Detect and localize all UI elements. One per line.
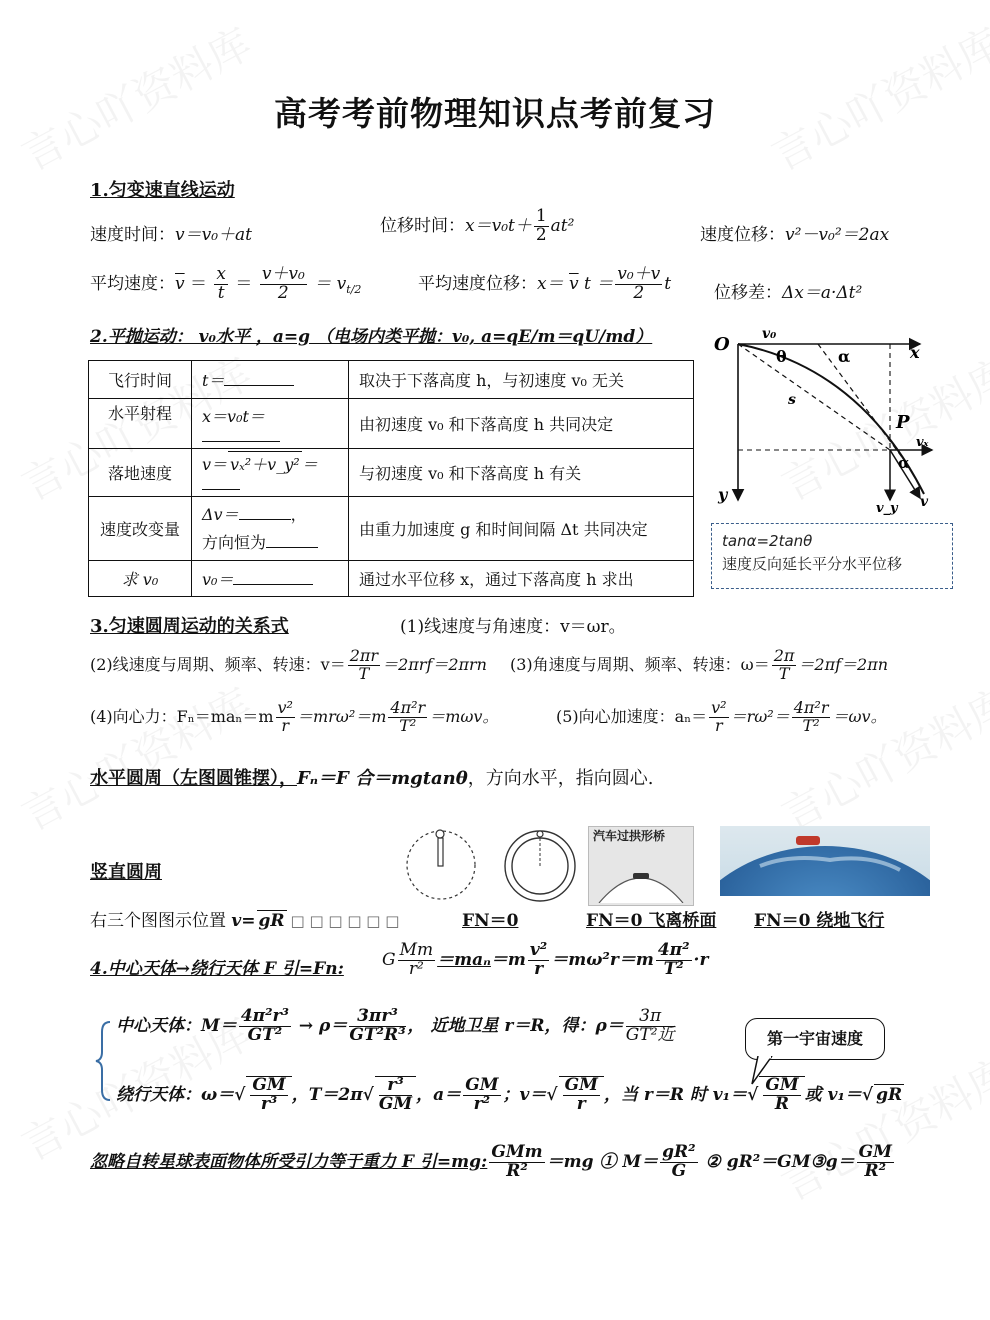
denominator: 2 [277, 282, 289, 303]
label-x: x [910, 343, 920, 362]
numerator: 4π²r [390, 698, 426, 717]
denominator: GT²近 [625, 1024, 675, 1045]
fn-zero-1: FN＝0 [462, 911, 519, 931]
circular-formula-1: (1)线速度与角速度：v＝ωr。 [400, 617, 626, 637]
subscript: t/2 [346, 283, 362, 297]
bridge-image [588, 826, 694, 906]
answer-blank [239, 519, 291, 520]
watermark [770, 1042, 990, 1213]
section-3-heading: 3.匀速圆周运动的关系式 [90, 616, 289, 637]
projectile-diagram [710, 328, 950, 524]
formula: 或 v₁＝ [804, 1084, 862, 1105]
denominator: GT²R³ [349, 1024, 406, 1045]
table-cell: 水平射程 [89, 399, 192, 449]
average-velocity-formula [90, 266, 361, 303]
table-row [89, 399, 694, 449]
formula: ＝mωv。 [429, 706, 499, 726]
central-body-line [116, 1008, 677, 1045]
table-row [89, 449, 694, 497]
table-cell: 飞行时间 [89, 361, 192, 399]
formula: (5)向心加速度：aₙ＝ [556, 706, 708, 726]
vertical-circle-heading: 竖直圆周 [90, 862, 162, 883]
numerator: x [216, 264, 227, 284]
formula: G [382, 949, 396, 970]
note-line: 速度反向延长平分水平位移 [722, 554, 903, 573]
page-title: 高考考前物理知识点考前复习 [274, 94, 716, 133]
projectile-note [711, 523, 953, 589]
bridge-label: 汽车过拱形桥 [593, 829, 666, 843]
circular-formula-5 [556, 700, 887, 735]
gravity-formula [382, 942, 708, 979]
section-4-heading: 4.中心天体→绕行天体 F 引=Fn: [90, 959, 344, 979]
label-O: O [714, 334, 730, 355]
label-s: s [788, 392, 796, 408]
numerator: 4π²r [793, 698, 829, 717]
sqrt-expression: gR [876, 1084, 903, 1105]
formula: ＝ωv。 [832, 706, 887, 726]
formula: → ρ＝ [292, 1015, 348, 1036]
fn-zero-3: FN＝0 绕地飞行 [754, 911, 885, 931]
label-v0: v₀ [762, 328, 777, 342]
denominator: T² [399, 715, 417, 735]
label-y: y [718, 485, 728, 504]
label-vx: vₓ [916, 435, 929, 450]
denominator: r² [408, 958, 424, 979]
v-bar: $\overline{v}$ [569, 273, 579, 294]
answer-blank [224, 385, 294, 386]
formula: ＝2πrf＝2πrn [382, 654, 487, 674]
numerator: v₀＋v [617, 264, 661, 284]
orbiting-body-line: 绕行天体：ω＝√ $\frac{GM}{\text{r³}}$ ，T＝2π√ $\frac{\text{r³}}{GM}$ ，a＝ $\frac{GM}{\text{r²}}$ ；v＝√ $\frac{GM}{r}$ ，当 r＝R 时 v₁＝√ $\frac{GM}{R}$ 或 v₁＝√ gR [116, 1075, 903, 1114]
denominator: r² [473, 1093, 491, 1114]
ball [436, 830, 444, 838]
denominator: r [281, 715, 290, 735]
table-row [89, 361, 694, 399]
numerator: GM [465, 1075, 499, 1095]
section-1-heading: 1.匀变速直线运动 [90, 180, 235, 201]
projectile-table [88, 360, 694, 597]
denominator: T [778, 663, 790, 683]
denominator: T² [663, 958, 684, 979]
numerator: 3π [626, 1008, 675, 1027]
label-v: v [920, 494, 929, 510]
formula: Fₙ＝F 合＝mgtanθ [297, 768, 468, 789]
sqrt-expression: gR [258, 911, 285, 931]
displacement-time-formula [380, 208, 574, 245]
numerator: v＋v₀ [261, 264, 305, 284]
table-cell [192, 497, 349, 561]
earth-orbit-image [720, 826, 930, 896]
formula: (3)角速度与周期、频率、转速：ω＝ [510, 654, 770, 674]
formula: at² [550, 215, 575, 236]
formula: x＝v₀t＝ [202, 407, 265, 426]
numerator: v² [711, 698, 727, 717]
section-2-heading: 2.平抛运动： v₀水平 ，a=g （电场内类平抛：v₀, a=qE/m＝qU/md） [90, 327, 653, 347]
rod [438, 838, 443, 866]
label: 水平圆周（左图圆锥摆）， [90, 768, 297, 789]
table-cell: 通过水平位移 x，通过下落高度 h 求出 [349, 561, 694, 597]
numerator: GM [564, 1075, 598, 1095]
denominator: T [358, 663, 370, 683]
formula: ＝mω²r＝m [551, 949, 654, 970]
table-cell: 由初速度 v₀ 和下落高度 h 共同决定 [349, 399, 694, 449]
table-cell: 落地速度 [89, 449, 192, 497]
answer-blank [202, 489, 240, 490]
formula: ② gR²＝GM③g＝ [699, 1151, 855, 1172]
denominator: r [715, 715, 723, 735]
label: 位移差： [714, 283, 782, 303]
formula: t＝ [202, 371, 225, 390]
numerator: GM [858, 1142, 892, 1162]
table-cell: 速度改变量 [89, 497, 192, 561]
rod-circle-diagram [404, 826, 478, 902]
formula: v＝v₀＋at [175, 225, 252, 245]
formula: ＝mg ① M＝ [546, 1151, 659, 1172]
numerator: 2π [773, 646, 795, 665]
label-alpha2: α [898, 454, 910, 472]
displacement-difference [714, 278, 862, 303]
formula: x＝ [537, 273, 569, 294]
velocity-displacement-formula [700, 220, 889, 245]
formula: ，当 r＝R 时 v₁＝ [603, 1084, 748, 1105]
denominator: t [217, 282, 225, 303]
formula: ＝2πf＝2πn [798, 654, 889, 674]
formula: Δv＝ [202, 505, 239, 525]
numerator: gR² [662, 1142, 696, 1162]
denominator: T² [802, 715, 820, 735]
formula: (2)线速度与周期、频率、转速：v＝ [90, 654, 346, 674]
formula: ＝m [490, 949, 526, 970]
formula: ；v＝ [502, 1084, 547, 1105]
label: 右三个图图示位置 [90, 911, 232, 931]
equals: ＝ [230, 273, 258, 294]
placeholder-boxes: □ □ □ □ □ □ [290, 912, 400, 930]
label-theta: θ [776, 347, 787, 366]
formula: v= [231, 911, 256, 931]
label: 位移时间： [380, 215, 465, 236]
note-line: tanα=2tanθ [722, 532, 813, 550]
formula: ＝maₙ [437, 949, 491, 970]
table-cell: 取决于下落高度 h，与初速度 v₀ 无关 [349, 361, 694, 399]
table-cell: 由重力加速度 g 和时间间隔 Δt 共同决定 [349, 497, 694, 561]
numerator: GMm [491, 1142, 543, 1162]
formula: (4)向心力：Fₙ＝maₙ＝m [90, 706, 274, 726]
vertical-circle-line [90, 906, 399, 931]
formula: ＝rω²＝ [730, 706, 790, 726]
numerator: 4π² [657, 940, 690, 960]
table-cell [192, 399, 349, 449]
formula: ，a＝ [416, 1084, 462, 1105]
denominator: G [671, 1160, 687, 1181]
label: ，方向水平，指向圆心. [467, 768, 654, 789]
answer-blank [233, 584, 313, 585]
numerator: GM [765, 1075, 799, 1095]
label: 平均速度位移： [418, 273, 537, 294]
denominator: r [576, 1093, 586, 1114]
table-cell: 求 v₀ [89, 561, 192, 597]
denominator: 2 [633, 282, 645, 303]
formula: t [664, 273, 672, 294]
denominator: GT² [247, 1024, 283, 1045]
table-cell: 与初速度 v₀ 和下落高度 h 有关 [349, 449, 694, 497]
numerator: 2πr [349, 646, 379, 665]
circular-formula-3 [510, 648, 888, 683]
denominator: R [774, 1093, 790, 1114]
denominator: R² [864, 1160, 887, 1181]
numerator: 1 [535, 206, 547, 226]
formula: 忽略自转星球表面物体所受引力等于重力 F 引=mg: [90, 1151, 488, 1172]
circular-formula-2 [90, 648, 487, 683]
numerator: Mm [399, 940, 434, 960]
denominator: R² [506, 1160, 528, 1181]
equals: ＝ v [308, 273, 347, 294]
brace-icon [94, 1020, 114, 1102]
table-row [89, 497, 694, 561]
denominator: 2 [535, 224, 547, 245]
average-velocity-displacement [418, 266, 671, 303]
label: 速度时间： [90, 225, 175, 245]
label: 平均速度： [90, 273, 175, 294]
fn-zero-2: FN＝0 飞离桥面 [586, 911, 717, 931]
surface-gravity-line [90, 1144, 896, 1181]
formula: t ＝ [578, 273, 614, 294]
numerator: r³ [379, 1077, 412, 1096]
formula: x＝v₀t＋ [465, 215, 532, 236]
displacement-line [738, 344, 890, 450]
denominator: GM [378, 1093, 413, 1114]
formula: 中心天体：M＝ [116, 1015, 237, 1036]
equals: ＝ [184, 273, 213, 294]
numerator: 3πr³ [349, 1008, 405, 1027]
label-P: P [896, 412, 910, 433]
label: 速度位移： [700, 225, 785, 245]
table-cell [192, 361, 349, 399]
label-alpha: α [838, 347, 851, 366]
circular-formula-4 [90, 700, 498, 735]
formula: v＝ [202, 455, 228, 474]
horizontal-circle-line [90, 764, 654, 790]
v-bar: $\overline{v}$ [175, 273, 185, 294]
formula: v₀＝ [202, 570, 234, 589]
formula: 绕行天体：ω＝ [116, 1084, 235, 1105]
formula: 方向恒为 [202, 532, 267, 552]
denominator: r [534, 958, 544, 979]
ring-track-diagram [502, 828, 578, 904]
formula: ·r [693, 949, 709, 970]
label-vy: v_y [876, 501, 898, 516]
denominator: r³ [260, 1093, 278, 1114]
formula: ， 近地卫星 r＝R，得：ρ＝ [407, 1015, 624, 1036]
sqrt-expression: vₓ²＋v_y² [228, 451, 302, 475]
formula: ＝mrω²＝m [296, 706, 387, 726]
table-row [89, 561, 694, 597]
watermark [10, 672, 261, 843]
numerator: v² [277, 698, 293, 717]
table-cell [192, 561, 349, 597]
table-cell: v＝ vₓ²＋v_y² ＝ [192, 449, 349, 497]
numerator: GM [252, 1075, 286, 1095]
first-cosmic-velocity-bubble: 第一宇宙速度 [745, 1018, 885, 1060]
comma: ， [290, 505, 307, 525]
velocity-time-formula [90, 220, 252, 245]
formula: Δx＝a·Δt² [782, 283, 863, 303]
numerator: 4π²r³ [240, 1006, 289, 1026]
bridge-icon [589, 843, 693, 903]
earth-icon [720, 826, 930, 896]
answer-blank [202, 441, 280, 442]
formula: ，T＝2π [291, 1084, 363, 1105]
ball [537, 831, 543, 837]
answer-blank [266, 547, 318, 548]
formula: v²－v₀²＝2ax [785, 225, 890, 245]
numerator: v² [529, 940, 548, 960]
